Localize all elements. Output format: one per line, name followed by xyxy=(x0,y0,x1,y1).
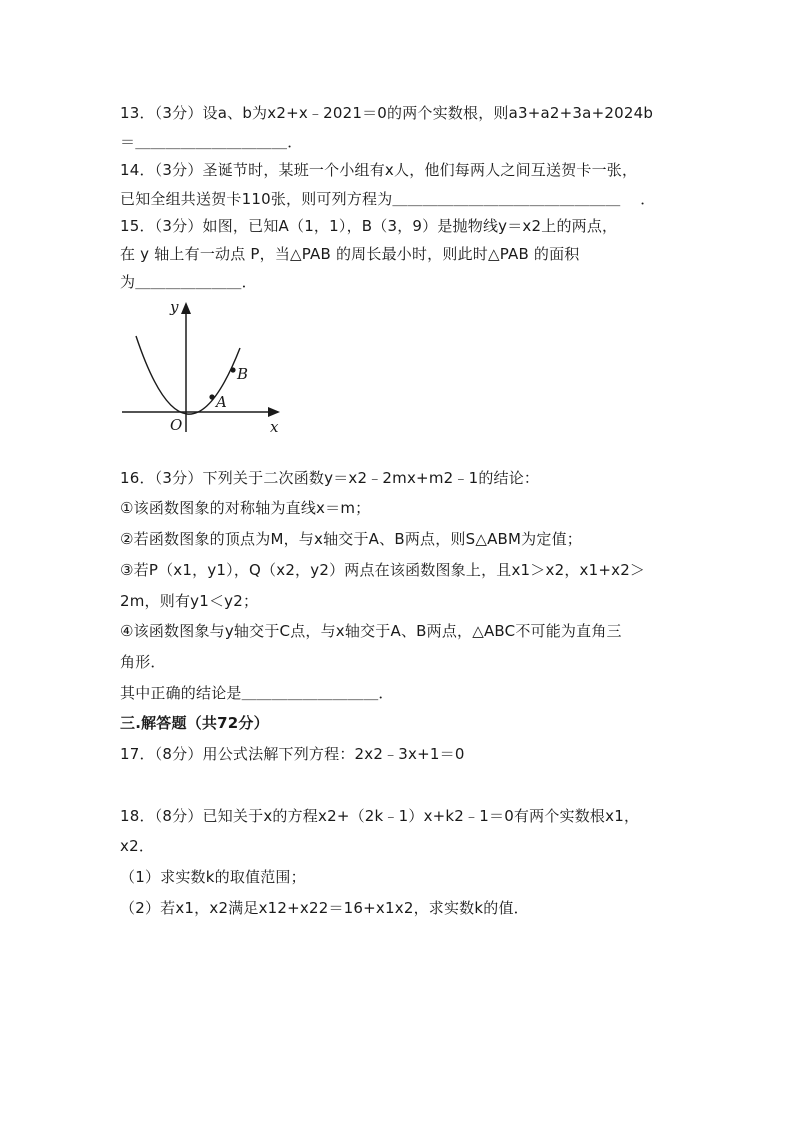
y-axis-arrow xyxy=(181,302,191,314)
label-y: y xyxy=(170,298,179,316)
q15-line-3: 为＿＿＿＿＿＿＿． xyxy=(120,273,257,291)
q14-line-1: 14．（3分）圣诞节时，某班一个小组有x人，他们每两人之间互送贺卡一张， xyxy=(120,161,638,179)
q16-line-4: ③若P（x1，y1），Q（x2，y2）两点在该函数图象上，且x1＞x2，x1+x2＞ xyxy=(120,561,646,579)
q16-line-6: ④该函数图象与y轴交于C点，与x轴交于A、B两点，△ABC不可能为直角三 xyxy=(120,622,622,640)
q13-line-1: 13．（3分）设a、b为x2+x﹣2021＝0的两个实数根，则a3+a2+3a+2024b xyxy=(120,104,654,122)
q18-line-4: （2）若x1，x2满足x12+x22＝16+x1x2，求实数k的值． xyxy=(120,899,529,917)
q16-line-8: 其中正确的结论是＿＿＿＿＿＿＿＿＿． xyxy=(120,684,394,702)
q16-line-7: 角形． xyxy=(120,653,166,671)
q15-line-2: 在 y 轴上有一动点 P，当△PAB 的周长最小时，则此时△PAB 的面积 xyxy=(120,245,580,263)
point-b xyxy=(230,367,235,372)
q15-line-1: 15．（3分）如图，已知A（1，1），B（3，9）是抛物线y＝x2上的两点， xyxy=(120,217,618,235)
q18-line-3: （1）求实数k的取值范围； xyxy=(120,868,306,886)
q18-line-1: 18．（8分）已知关于x的方程x2+（2k﹣1）x+k2﹣1＝0有两个实数根x1， xyxy=(120,807,640,825)
q13-line-2: ＝＿＿＿＿＿＿＿＿＿＿． xyxy=(120,133,303,151)
label-b: B xyxy=(237,365,249,383)
q16-line-5: 2m，则有y1＜y2； xyxy=(120,592,259,610)
q16-line-2: ①该函数图象的对称轴为直线x＝m； xyxy=(120,499,371,517)
x-axis-arrow xyxy=(268,407,280,417)
section-3-title: 三.解答题（共72分） xyxy=(120,714,269,732)
q17-line-1: 17．（8分）用公式法解下列方程：2x2﹣3x+1＝0 xyxy=(120,745,465,763)
q16-line-1: 16．（3分）下列关于二次函数y＝x2﹣2mx+m2﹣1的结论： xyxy=(120,469,540,487)
q18-line-2: x2． xyxy=(120,837,155,855)
point-a xyxy=(209,394,214,399)
label-x: x xyxy=(270,418,279,436)
label-origin: O xyxy=(170,416,183,434)
parabola-figure xyxy=(118,296,288,436)
label-a: A xyxy=(216,393,227,411)
q16-line-3: ②若函数图象的顶点为M，与x轴交于A、B两点，则S△ABM为定值； xyxy=(120,530,582,548)
q14-line-2: 已知全组共送贺卡110张，则可列方程为＿＿＿＿＿＿＿＿＿＿＿＿＿＿＿ ． xyxy=(120,190,656,208)
